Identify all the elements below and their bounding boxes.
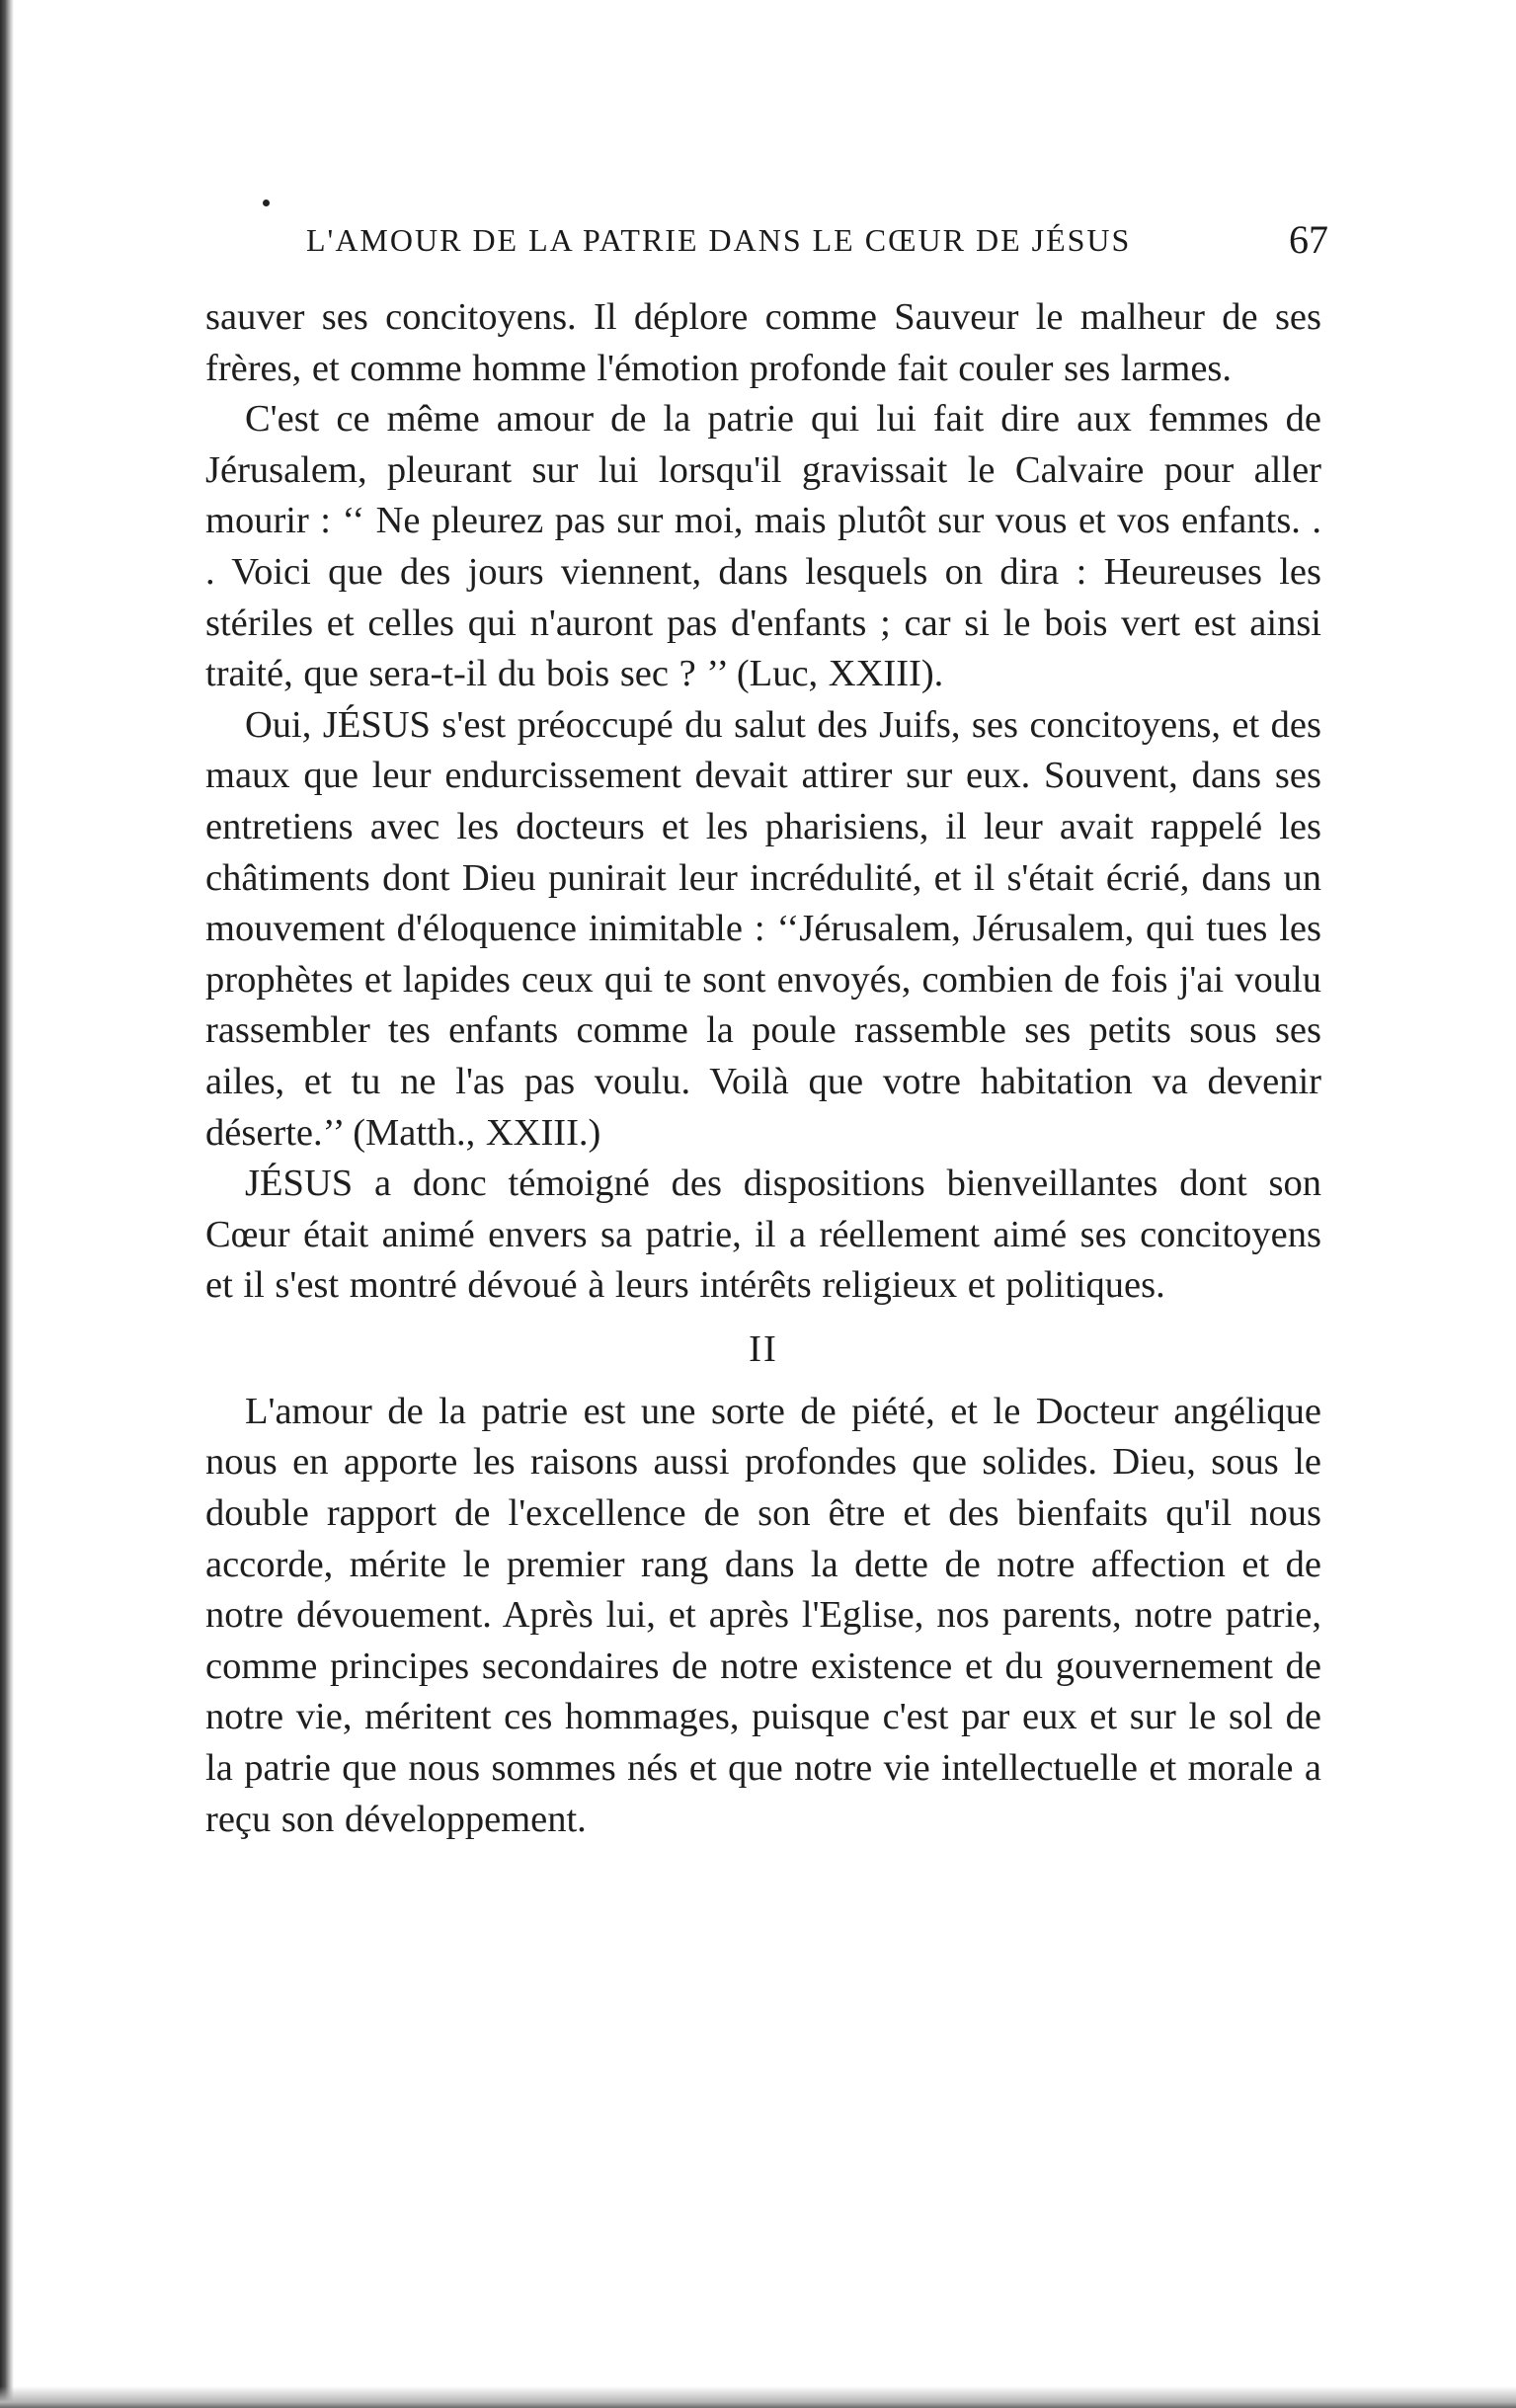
paragraph: L'amour de la patrie est une sorte de piété, et le Docteur angélique nous en apporte les raisons aussi profondes que solides. Dieu, sous le double rapport de l'excellence de son être et des bienfaits qu'il nous accorde, mérite le premier rang dans la dette de notre affection et de notre dévouement. Après lui, et après l'Eglise, nos parents, notre patrie, comme principes secondaires de notre existence et du gouvernement de notre vie, méritent ces hommages, puisque c'est par eux et sur le sol de la patrie que nous sommes nés et que notre vie intellectuelle et morale a reçu son développement. (205, 1390, 1321, 1840)
section-number: II (749, 1327, 778, 1370)
paragraph: JÉSUS a donc témoigné des dispositions bienveillantes dont son Cœur était animé envers sa patrie, il a réellement aimé ses concitoyens et il s'est montré dévoué à leurs intérêts religieux et politiques. (205, 1163, 1321, 1307)
page-number: 67 (1289, 217, 1328, 262)
binding-shadow (0, 0, 14, 2408)
ink-speck (263, 200, 270, 206)
paragraph: C'est ce même amour de la patrie qui lui fait dire aux femmes de Jérusalem, pleurant sur lui lorsqu'il gravissait le Calvaire pour aller mourir : ‘‘ Ne pleurez pas sur moi, mais plutôt sur vous et vos enfants. . . Voici que des jours viennent, dans lesquels on dira : Heureuses les stériles et celles qui n'auront pas d'enfants ; car si le bois vert est ainsi traité, que sera-t-il du bois sec ? ’’ (Luc, XXIII). (205, 398, 1321, 695)
body-text (205, 292, 1321, 1845)
page-bottom-edge (0, 2386, 1516, 2408)
paragraph: Oui, JÉSUS s'est préoccupé du salut des Juifs, ses concitoyens, et des maux que leur endurcissement devait attirer sur eux. Souvent, dans ses entretiens avec les docteurs et les pharisiens, il leur avait rappelé les châtiments dont Dieu punirait leur incrédulité, et il s'était écrié, dans un mouvement d'éloquence inimitable : ‘‘Jérusalem, Jérusalem, qui tues les prophètes et lapides ceux qui te sont envoyés, combien de fois j'ai voulu rassembler tes enfants comme la poule rassemble ses petits sous ses ailes, et tu ne l'as pas voulu. Voilà que votre habitation va devenir déserte.’’ (Matth., XXIII.) (205, 703, 1321, 1154)
paragraph-continuation: sauver ses concitoyens. Il déplore comme Sauveur le malheur de ses frères, et comme homme l'émotion profonde fait couler ses larmes. (205, 296, 1321, 389)
running-title: L'AMOUR DE LA PATRIE DANS LE CŒUR DE JÉSUS (306, 222, 1132, 258)
running-head (306, 217, 1328, 281)
